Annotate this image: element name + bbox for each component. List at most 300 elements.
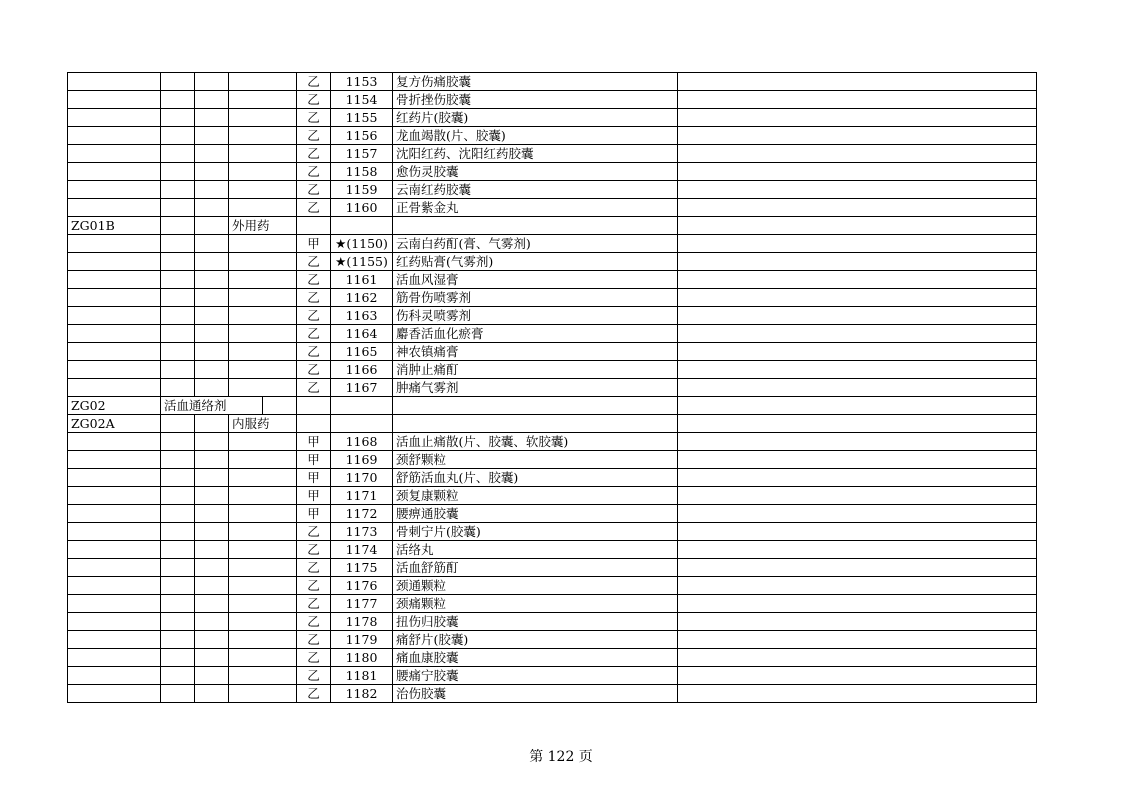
remark-cell (678, 163, 1037, 181)
number-cell: 1174 (331, 541, 393, 559)
code-cell (68, 361, 161, 379)
code-cell (68, 685, 161, 703)
number-cell: 1176 (331, 577, 393, 595)
empty-cell (195, 253, 229, 271)
table-row (68, 541, 1037, 559)
code-cell (68, 199, 161, 217)
empty-cell (195, 649, 229, 667)
empty-cell (161, 487, 195, 505)
empty-cell (195, 109, 229, 127)
name-cell: 活血止痛散(片、胶囊、软胶囊) (393, 433, 678, 451)
grade-cell: 乙 (297, 145, 331, 163)
empty-cell (161, 253, 195, 271)
name-cell: 腰痛宁胶囊 (393, 667, 678, 685)
empty-cell (161, 631, 195, 649)
subcategory-cell (229, 307, 297, 325)
number-cell: 1159 (331, 181, 393, 199)
table-row (68, 577, 1037, 595)
subcategory-cell (229, 433, 297, 451)
table-row (68, 595, 1037, 613)
empty-cell (161, 505, 195, 523)
remark-cell (678, 307, 1037, 325)
code-cell (68, 127, 161, 145)
empty-cell (161, 451, 195, 469)
name-cell: 痛血康胶囊 (393, 649, 678, 667)
empty-cell (195, 595, 229, 613)
code-cell (68, 253, 161, 271)
code-cell (68, 487, 161, 505)
name-cell: 红药片(胶囊) (393, 109, 678, 127)
code-cell (68, 109, 161, 127)
remark-cell (678, 649, 1037, 667)
number-cell (331, 397, 393, 415)
empty-cell (161, 595, 195, 613)
name-cell: 痛舒片(胶囊) (393, 631, 678, 649)
number-cell: 1157 (331, 145, 393, 163)
code-cell (68, 595, 161, 613)
number-cell: ★(1155) (331, 253, 393, 271)
page-number: 第 122 页 (529, 749, 593, 765)
remark-cell (678, 523, 1037, 541)
code-cell (68, 631, 161, 649)
empty-cell (195, 91, 229, 109)
empty-cell (195, 415, 229, 433)
remark-cell (678, 361, 1037, 379)
empty-cell (161, 307, 195, 325)
table-row (68, 217, 1037, 235)
subcategory-cell (229, 145, 297, 163)
grade-cell: 乙 (297, 325, 331, 343)
code-cell (68, 145, 161, 163)
empty-cell (195, 163, 229, 181)
empty-cell (195, 325, 229, 343)
empty-cell (161, 613, 195, 631)
remark-cell (678, 541, 1037, 559)
number-cell: 1171 (331, 487, 393, 505)
name-cell: 肿痛气雾剂 (393, 379, 678, 397)
grade-cell: 乙 (297, 379, 331, 397)
empty-cell (195, 613, 229, 631)
remark-cell (678, 379, 1037, 397)
table-row (68, 613, 1037, 631)
subcategory-cell (229, 73, 297, 91)
remark-cell (678, 325, 1037, 343)
name-cell: 消肿止痛酊 (393, 361, 678, 379)
number-cell: 1170 (331, 469, 393, 487)
empty-cell (195, 469, 229, 487)
remark-cell (678, 235, 1037, 253)
grade-cell: 乙 (297, 307, 331, 325)
code-cell (68, 577, 161, 595)
code-cell (68, 523, 161, 541)
name-cell: 红药贴膏(气雾剂) (393, 253, 678, 271)
empty-cell (161, 199, 195, 217)
remark-cell (678, 127, 1037, 145)
number-cell: 1163 (331, 307, 393, 325)
number-cell: 1155 (331, 109, 393, 127)
empty-cell (161, 649, 195, 667)
empty-cell (263, 397, 297, 415)
empty-cell (195, 631, 229, 649)
grade-cell: 甲 (297, 451, 331, 469)
name-cell: 颈舒颗粒 (393, 451, 678, 469)
grade-cell: 乙 (297, 649, 331, 667)
remark-cell (678, 217, 1037, 235)
name-cell: 治伤胶囊 (393, 685, 678, 703)
subcategory-cell (229, 181, 297, 199)
remark-cell (678, 613, 1037, 631)
table-row (68, 433, 1037, 451)
name-cell: 神农镇痛膏 (393, 343, 678, 361)
empty-cell (161, 181, 195, 199)
name-cell: 麝香活血化瘀膏 (393, 325, 678, 343)
subcategory-cell (229, 271, 297, 289)
remark-cell (678, 253, 1037, 271)
empty-cell (195, 235, 229, 253)
name-cell (393, 415, 678, 433)
name-cell (393, 397, 678, 415)
empty-cell (161, 109, 195, 127)
code-cell: ZG02A (68, 415, 161, 433)
number-cell: 1156 (331, 127, 393, 145)
name-cell: 沈阳红药、沈阳红药胶囊 (393, 145, 678, 163)
grade-cell: 乙 (297, 127, 331, 145)
empty-cell (195, 181, 229, 199)
drug-list-table (67, 72, 1037, 703)
number-cell: 1181 (331, 667, 393, 685)
remark-cell (678, 91, 1037, 109)
grade-cell: 乙 (297, 613, 331, 631)
name-cell: 颈通颗粒 (393, 577, 678, 595)
remark-cell (678, 145, 1037, 163)
table-row (68, 181, 1037, 199)
grade-cell: 乙 (297, 181, 331, 199)
table-row (68, 451, 1037, 469)
code-cell: ZG01B (68, 217, 161, 235)
table-row (68, 91, 1037, 109)
empty-cell (195, 667, 229, 685)
subcategory-cell (229, 451, 297, 469)
table-row (68, 523, 1037, 541)
grade-cell: 甲 (297, 433, 331, 451)
empty-cell (161, 469, 195, 487)
number-cell: 1173 (331, 523, 393, 541)
grade-cell: 乙 (297, 199, 331, 217)
grade-cell: 乙 (297, 109, 331, 127)
grade-cell (297, 217, 331, 235)
remark-cell (678, 559, 1037, 577)
table-row (68, 469, 1037, 487)
code-cell (68, 73, 161, 91)
number-cell: 1166 (331, 361, 393, 379)
name-cell: 活血风湿膏 (393, 271, 678, 289)
table-row (68, 253, 1037, 271)
empty-cell (195, 541, 229, 559)
remark-cell (678, 667, 1037, 685)
grade-cell (297, 415, 331, 433)
subcategory-cell (229, 343, 297, 361)
subcategory-cell (229, 685, 297, 703)
number-cell: 1180 (331, 649, 393, 667)
remark-cell (678, 469, 1037, 487)
grade-cell: 乙 (297, 289, 331, 307)
grade-cell: 乙 (297, 343, 331, 361)
grade-cell: 乙 (297, 163, 331, 181)
code-cell (68, 163, 161, 181)
subcategory-cell (229, 667, 297, 685)
remark-cell (678, 289, 1037, 307)
table-row (68, 487, 1037, 505)
subcategory-cell (229, 487, 297, 505)
table-row (68, 307, 1037, 325)
subcategory-cell (229, 523, 297, 541)
empty-cell (195, 433, 229, 451)
subcategory-cell (229, 127, 297, 145)
table-row (68, 163, 1037, 181)
category-cell: 活血通络剂 (161, 397, 263, 415)
code-cell (68, 379, 161, 397)
number-cell: 1165 (331, 343, 393, 361)
empty-cell (161, 361, 195, 379)
empty-cell (161, 523, 195, 541)
empty-cell (195, 199, 229, 217)
name-cell: 颈痛颗粒 (393, 595, 678, 613)
code-cell (68, 91, 161, 109)
subcategory-cell (229, 91, 297, 109)
empty-cell (161, 433, 195, 451)
table-row (68, 361, 1037, 379)
subcategory-cell (229, 613, 297, 631)
empty-cell (195, 505, 229, 523)
grade-cell: 乙 (297, 91, 331, 109)
code-cell (68, 235, 161, 253)
empty-cell (195, 145, 229, 163)
empty-cell (195, 271, 229, 289)
table-row (68, 505, 1037, 523)
number-cell: 1178 (331, 613, 393, 631)
remark-cell (678, 631, 1037, 649)
empty-cell (161, 685, 195, 703)
grade-cell: 乙 (297, 73, 331, 91)
name-cell: 筋骨伤喷雾剂 (393, 289, 678, 307)
empty-cell (161, 667, 195, 685)
code-cell (68, 505, 161, 523)
code-cell (68, 649, 161, 667)
remark-cell (678, 343, 1037, 361)
remark-cell (678, 433, 1037, 451)
remark-cell (678, 415, 1037, 433)
grade-cell: 甲 (297, 469, 331, 487)
remark-cell (678, 181, 1037, 199)
table-row (68, 343, 1037, 361)
number-cell: 1169 (331, 451, 393, 469)
subcategory-cell (229, 541, 297, 559)
empty-cell (195, 217, 229, 235)
empty-cell (161, 559, 195, 577)
grade-cell: 甲 (297, 487, 331, 505)
empty-cell (161, 577, 195, 595)
empty-cell (161, 145, 195, 163)
table-row (68, 289, 1037, 307)
code-cell (68, 343, 161, 361)
number-cell: 1168 (331, 433, 393, 451)
empty-cell (195, 361, 229, 379)
name-cell: 云南白药酊(膏、气雾剂) (393, 235, 678, 253)
remark-cell (678, 487, 1037, 505)
name-cell: 龙血竭散(片、胶囊) (393, 127, 678, 145)
remark-cell (678, 685, 1037, 703)
table-row (68, 235, 1037, 253)
remark-cell (678, 73, 1037, 91)
subcategory-cell (229, 577, 297, 595)
name-cell: 活血舒筋酊 (393, 559, 678, 577)
grade-cell: 乙 (297, 685, 331, 703)
subcategory-cell (229, 595, 297, 613)
remark-cell (678, 271, 1037, 289)
remark-cell (678, 109, 1037, 127)
grade-cell: 乙 (297, 667, 331, 685)
subcategory-cell (229, 379, 297, 397)
number-cell (331, 217, 393, 235)
empty-cell (161, 289, 195, 307)
empty-cell (195, 559, 229, 577)
table-row (68, 415, 1037, 433)
empty-cell (161, 343, 195, 361)
subcategory-cell (229, 325, 297, 343)
subcategory-cell (229, 235, 297, 253)
empty-cell (195, 307, 229, 325)
number-cell: 1177 (331, 595, 393, 613)
grade-cell: 甲 (297, 505, 331, 523)
name-cell: 舒筋活血丸(片、胶囊) (393, 469, 678, 487)
empty-cell (161, 163, 195, 181)
table-row (68, 325, 1037, 343)
number-cell: 1153 (331, 73, 393, 91)
number-cell: 1158 (331, 163, 393, 181)
number-cell: 1167 (331, 379, 393, 397)
name-cell: 云南红药胶囊 (393, 181, 678, 199)
table-row (68, 559, 1037, 577)
subcategory-cell (229, 559, 297, 577)
number-cell: 1161 (331, 271, 393, 289)
grade-cell: 乙 (297, 631, 331, 649)
empty-cell (161, 235, 195, 253)
grade-cell: 甲 (297, 235, 331, 253)
grade-cell: 乙 (297, 361, 331, 379)
empty-cell (195, 343, 229, 361)
empty-cell (161, 127, 195, 145)
name-cell: 腰痹通胶囊 (393, 505, 678, 523)
number-cell: 1179 (331, 631, 393, 649)
empty-cell (161, 73, 195, 91)
table-row (68, 109, 1037, 127)
name-cell: 正骨紫金丸 (393, 199, 678, 217)
code-cell (68, 433, 161, 451)
grade-cell: 乙 (297, 559, 331, 577)
empty-cell (161, 379, 195, 397)
table-row (68, 127, 1037, 145)
empty-cell (195, 379, 229, 397)
name-cell: 骨折挫伤胶囊 (393, 91, 678, 109)
code-cell (68, 667, 161, 685)
code-cell: ZG02 (68, 397, 161, 415)
name-cell: 活络丸 (393, 541, 678, 559)
empty-cell (161, 325, 195, 343)
empty-cell (161, 415, 195, 433)
subcategory-cell (229, 163, 297, 181)
empty-cell (161, 541, 195, 559)
grade-cell: 乙 (297, 541, 331, 559)
subcategory-cell (229, 253, 297, 271)
number-cell: 1164 (331, 325, 393, 343)
remark-cell (678, 595, 1037, 613)
code-cell (68, 289, 161, 307)
grade-cell: 乙 (297, 523, 331, 541)
empty-cell (195, 523, 229, 541)
grade-cell: 乙 (297, 595, 331, 613)
number-cell: 1182 (331, 685, 393, 703)
table-row (68, 73, 1037, 91)
name-cell: 骨刺宁片(胶囊) (393, 523, 678, 541)
empty-cell (195, 127, 229, 145)
empty-cell (161, 217, 195, 235)
empty-cell (195, 577, 229, 595)
subcategory-cell (229, 199, 297, 217)
table-row (68, 685, 1037, 703)
empty-cell (161, 271, 195, 289)
code-cell (68, 613, 161, 631)
code-cell (68, 325, 161, 343)
number-cell: 1162 (331, 289, 393, 307)
remark-cell (678, 199, 1037, 217)
grade-cell: 乙 (297, 271, 331, 289)
code-cell (68, 307, 161, 325)
name-cell: 愈伤灵胶囊 (393, 163, 678, 181)
number-cell: 1172 (331, 505, 393, 523)
name-cell: 伤科灵喷雾剂 (393, 307, 678, 325)
subcategory-cell (229, 631, 297, 649)
table-row (68, 379, 1037, 397)
empty-cell (195, 289, 229, 307)
empty-cell (195, 487, 229, 505)
subcategory-cell (229, 109, 297, 127)
subcategory-cell: 外用药 (229, 217, 297, 235)
name-cell: 颈复康颗粒 (393, 487, 678, 505)
code-cell (68, 271, 161, 289)
subcategory-cell (229, 289, 297, 307)
empty-cell (195, 451, 229, 469)
number-cell: 1175 (331, 559, 393, 577)
table-row (68, 649, 1037, 667)
code-cell (68, 451, 161, 469)
code-cell (68, 541, 161, 559)
remark-cell (678, 577, 1037, 595)
code-cell (68, 559, 161, 577)
table-row (68, 145, 1037, 163)
table-row (68, 199, 1037, 217)
number-cell: ★(1150) (331, 235, 393, 253)
empty-cell (195, 685, 229, 703)
table-row (68, 667, 1037, 685)
empty-cell (161, 91, 195, 109)
table-row (68, 397, 1037, 415)
name-cell (393, 217, 678, 235)
code-cell (68, 181, 161, 199)
subcategory-cell: 内服药 (229, 415, 297, 433)
grade-cell: 乙 (297, 577, 331, 595)
table-body (68, 73, 1037, 703)
empty-cell (195, 73, 229, 91)
